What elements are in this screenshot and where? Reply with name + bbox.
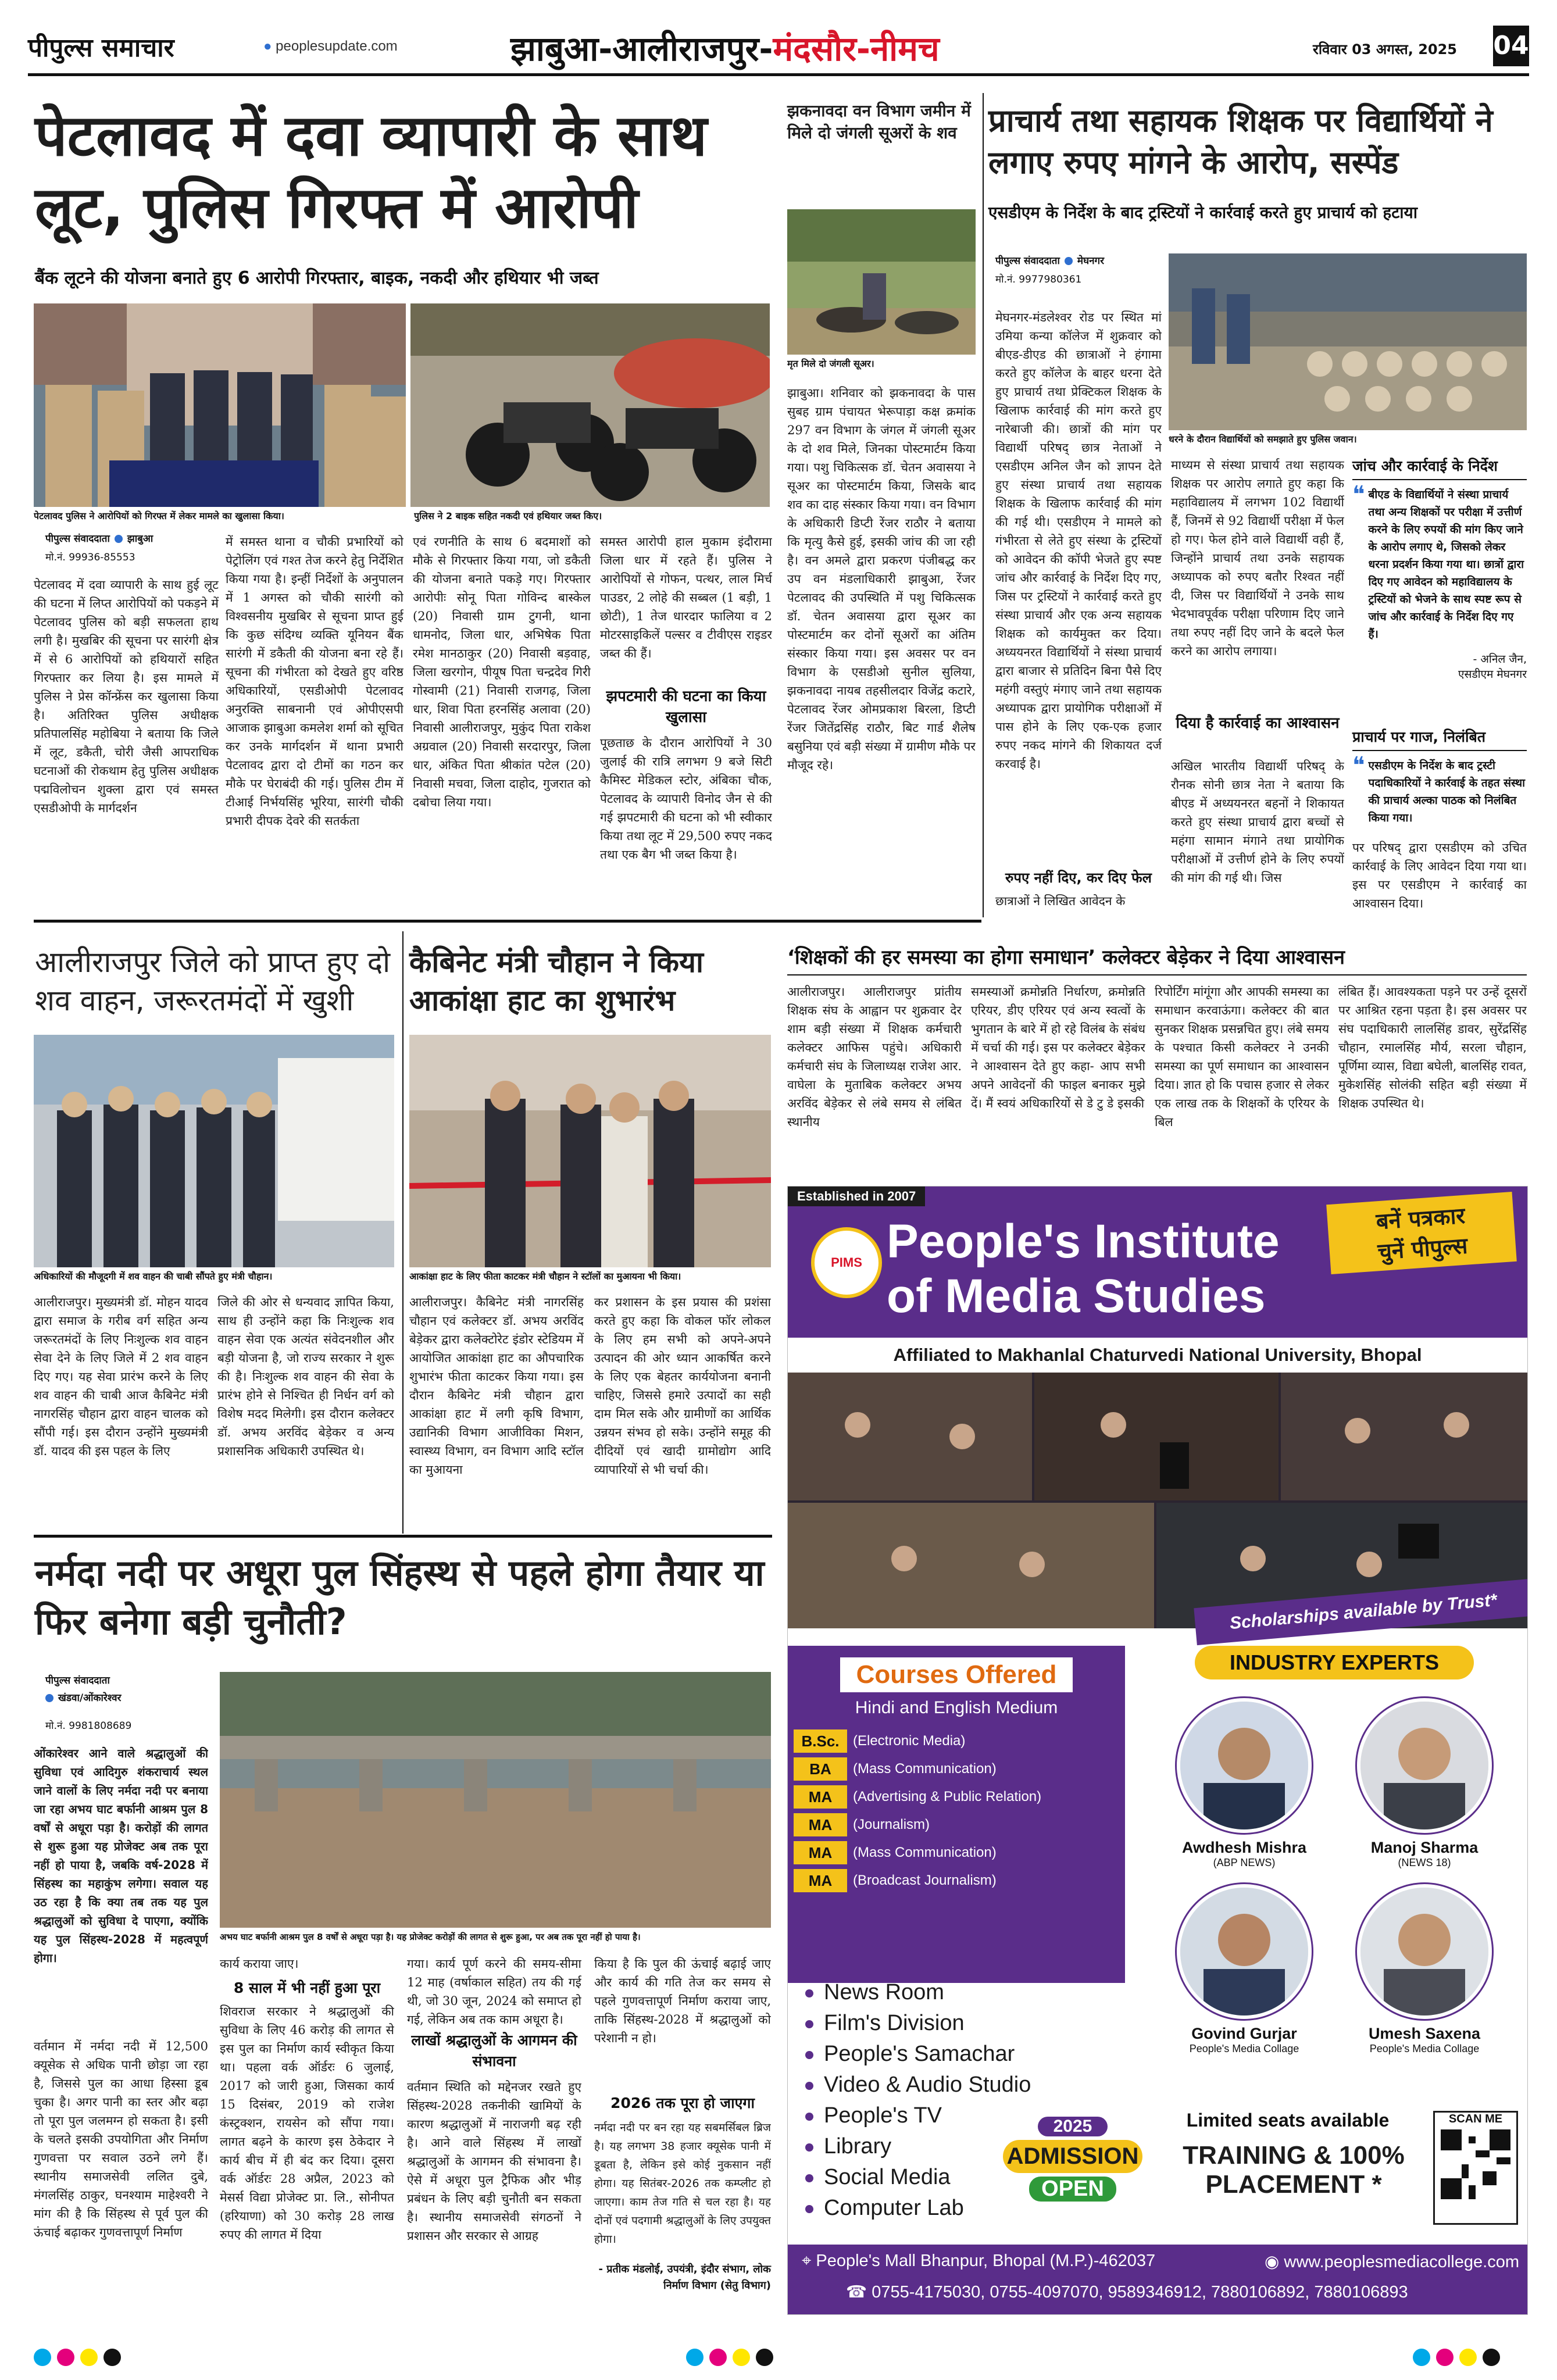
story7-place [45,1689,208,1707]
story4-col1: आलीराजपुर। मुख्यमंत्री डॉ. मोहन यादव द्वारा समाज के गरीब वर्ग सहित अन्य जरूरतमंदों के लिए निःशुल्क शव वाहन सेवा देने के लिए जिले में 2 शव वाहन दिए गए। यह सेवा प्रारंभ करने के लिए शव वाहन की चाबी आज कैबिनेट मंत्री नागरसिंह चौहान द्वारा वाहन चालक को सौंपी गई। इस दौरान उन्होंने मुख्यमंत्री डॉ. यादव की इस पहल के लिए [34,1295,208,1458]
story2-headline: झकनावदा वन विभाग जमीन में मिले दो जंगली सूअरों के शव [787,101,971,142]
bullet-icon [805,2143,813,2152]
story4-caption: अधिकारियों की मौजूदगी में शव वाहन की चाबी सौंपते हुए मंत्री चौहान। [34,1271,273,1282]
admission-label: ADMISSION [1003,2140,1142,2173]
story7-byline [45,1672,208,1689]
ad-phones-text: 0755-4175030, 0755-4097070, 9589346912, 7880106892, 7880106893 [872,2283,1408,2302]
course-item [794,1811,1119,1839]
course-item [794,1867,1119,1895]
ad-experts-title: INDUSTRY EXPERTS [1195,1646,1474,1679]
bullet-icon [805,2174,813,2182]
story7-caption: अभय घाट बर्फानी आश्रम पुल 8 वर्षों से अधूरा पड़ा है। यह प्रोजेक्ट करोड़ों की लागत से शुरू हुआ, पर अब तक पूरा नहीं हो पाया है। [220,1932,641,1942]
story7-col1: वर्तमान में नर्मदा नदी में 12,500 क्यूसेक से अधिक पानी छोड़ा जा रहा है, जिससे पुल का आधा हिस्सा डूब चुका है। अगर पानी का स्तर और बढ़ा तो पूरा पुल जलमग्न हो सकता है। इसी के चलते इसकी उपयोगिता और निर्माण गुणवत्ता पर सवाल उठने लगे हैं। स्थानीय समाजसेवी ललित दुबे, मंगलसिंह ठाकुर, घनश्याम माहेश्वरी ने मांग की है कि सिंहस्थ से पूर्व पुल की ऊंचाई बढ़ाकर गुणवत्तापूर्ण निर्माण [34,2039,208,2239]
course-name: (Electronic Media) [853,1733,966,1749]
byline-name: पीपुल्स संवाददाता [45,1675,110,1686]
course-tag: B.Sc. [794,1729,847,1753]
ad-courses-title: Courses Offered [840,1657,1073,1692]
story3-col2: माध्यम से संस्था प्राचार्य तथा सहायक शिक्षक पर आरोप लगाते हुए कहा कि महाविद्यालय में लगभग 102 विद्यार्थी हैं, जिनमें से 92 विद्यार्थी परीक्षा में फेल हो गए। फेल होने वाले विद्यार्थी वही हैं, जिन्होंने प्राचार्य तथा उनके सहायक अध्यापक को रुपए बतौर रिश्वत नहीं दी, जिस पर विद्यार्थियों ने उनके साथ भेदभावपूर्वक परीक्षा परिणाम दिए जाने तथा रुपए नहीं दिए जाने के बदले फेल करने का आरोप लगाया। [1171,458,1344,658]
issue-date: रविवार 03 अगस्त, 2025 [1313,41,1457,58]
bullet-icon [805,2051,813,2059]
ad-affiliation: Affiliated to Makhanlal Chaturvedi National University, Bhopal [893,1345,1422,1365]
story7-col3-bottom: वर्तमान स्थिति को मद्देनजर रखते हुए सिंहस्थ-2028 तकनीकी खामियों के कारण श्रद्धालुओं में नाराजगी बढ़ रही है। आने वाले सिंहस्थ में लाखों श्रद्धालुओं के आगमन की संभावना है। ऐसे में अधूरा पुल ट्रैफिक और भीड़ प्रबंधन के लिए बड़ी चुनौती बन सकता है। स्थानीय समाजसेवी संगठनों ने प्रशासन और सरकार से आग्रह [407,2080,581,2243]
story5-col1: आलीराजपुर। कैबिनेट मंत्री नागरसिंह चौहान एवं कलेक्टर डॉ. अभय अरविंद बेड़ेकर द्वारा कलेक्टोरेट इंडोर स्टेडियम में आयोजित आकांक्षा हाट का औपचारिक शुभारंभ फीता काटकर किया गया। इस दौरान कैबिनेट मंत्री चौहान द्वारा आकांक्षा हाट में लगी कृषि विभाग, उद्यानिकी विभाग आजीविका मिशन, स्वास्थ्य विभाग, वन विभाग आदि स्टॉल का मुआयना [409,1295,584,1477]
bullet-icon [805,2082,813,2090]
expert-name: Umesh Saxena [1368,2025,1481,2042]
story6-col2: समस्याओं क्रमोन्नति निर्धारण, क्रमोन्नति एरियर, डीए एरियर एवं अन्य स्वत्वों के भुगतान के बारे में हो रहे विलंब के संबंध में चर्चा की गई। इस पर कलेक्टर बेड़ेकर ने आश्वासन देते हुए कहा- आप सभी अपने आवेदनों की फाइल बनाकर मुझे दें। मैं स्वयं अधिकारियों से डे टु डे इसकी [971,985,1145,1110]
phone-icon: ☎ [846,2283,867,2302]
story3-caption: धरने के दौरान विद्यार्थियों को समझाते हुए पुलिस जवान। [1169,434,1357,445]
story6-rule [787,974,1527,975]
story7-col2: शिवराज सरकार ने श्रद्धालुओं की सुविधा के लिए 46 करोड़ की लागत से इस पुल का निर्माण कार्य स्वीकृत किया था। पहला वर्क ऑर्डरः 6 जुलाई, 2017 को जारी हुआ, जिसका कार्य 15 दिसंबर, 2019 को राजेश कंस्ट्रक्शन, रायसेन को सौंपा गया। लागत बढ़ने के कारण इस ठेकेदार ने कार्य बीच में ही बंद कर दिया। दूसरा वर्क ऑर्डरः 28 अप्रैल, 2023 को मेसर्स विद्या प्रोजेक्ट प्रा. लि., सोनीपत (हरियाणा) को 30 करोड़ 28 लाख रुपए की लागत में दिया [220,2004,394,2242]
story1-col4-top: समस्त आरोपी हाल मुकाम इंदौरामा जिला धार में रहते हैं। पुलिस ने आरोपियों से गोफन, पत्थर, लाल मिर्च पाउडर, 2 लोहे की सब्बल (1 बड़ी, 1 छोटी), 1 तेज धारदार फालिया व 2 मोटरसाइकिलें पल्सर व टीवीएस राइडर जब्त की हैं। [600,535,772,660]
qr-label: SCAN ME [1448,2113,1503,2125]
story3-col1-tail: छात्राओं ने लिखित आवेदन के [995,894,1126,908]
story5-caption: आकांक्षा हाट के लिए फीता काटकर मंत्री चौहान ने स्टॉलों का मुआयना भी किया। [409,1271,681,1282]
ad-qr[interactable] [1433,2111,1518,2225]
story5-headline: कैबिनेट मंत्री चौहान ने किया आकांक्षा हाट का शुभारंभ [409,945,703,1017]
story1-col1: पेटलावद में दवा व्यापारी के साथ हुई लूट की घटना में लिप्त आरोपियों को पकड़ने में पेटलावद पुलिस को बड़ी सफलता हाथ लगी है। मुखबिर की सूचना पर सारंगी क्षेत्र में से 6 आरोपियों को हथियारों सहित गिरफ्तार कर लिया है। इस मामले में पुलिस ने प्रेस कॉन्फ्रेंस कर खुलासा किया है। अतिरिक्त पुलिस अधीक्षक प्रतिपालसिंह महोबिया ने बताया कि जिले में लूट, डकैती, चोरी जैसी आपराधिक घटनाओं की रोकथाम हेतु पुलिस अधीक्षक पद्मविलोचन शुक्ला द्वारा एवं समस्त एसडीओपी के मार्गदर्शन [34,578,219,815]
column-rule-2 [402,931,403,1534]
ad-hindi-badge-line2: चुनें पीपुल्स [1377,1232,1469,1265]
ad-training-line1: TRAINING & 100% [1183,2141,1405,2170]
course-tag: MA [794,1841,847,1864]
quote-icon: ❝ [1352,752,1365,779]
story3-box2-bottom: पर परिषद् द्वारा एसडीएम को उचित कार्रवाई के लिए आवेदन दिया गया था। इस पर एसडीएम ने कार्रवाई का आश्वासन दिया। [1352,841,1527,910]
suspension-box-text: एसडीएम के निर्देश के बाद ट्रस्टी पदाधिकारियों ने कार्रवाई के तहत संस्था की प्राचार्य अल्का पाठक को निलंबित किया गया। [1368,759,1526,824]
expert-org: (ABP NEWS) [1213,1857,1276,1868]
investigation-box [1352,456,1527,722]
story3-col1-subhead: रुपए नहीं दिए, कर दिए फेल [1005,870,1152,886]
story5-col2: कर प्रशासन के इस प्रयास की प्रशंसा करते हुए कहा कि वोकल फॉर लोकल के लिए हम सभी को अपने-अपने उत्पादन की ओर ध्यान आकर्षित करने के लिए एक बेहतर कार्ययोजना बनानी चाहिए, जिससे हमारे उत्पादों का सही दाम मिल सके और ग्रामीणों का आर्थिक उन्नयन संभव हो सके। उन्होंने समूह की दीदियों एवं खादी ग्रामोद्योग आदि व्यापारियों से भी चर्चा की। [594,1295,771,1477]
story7-photo-bridge [220,1672,771,1928]
story2-body: झाबुआ। शनिवार को झकनावदा के पास सुबह ग्राम पंचायत भेरूपाड़ा कक्ष क्रमांक 297 वन विभाग के जंगल में जंगली सूअर के दो शव मिले, जिनका पोस्टमार्टम किया गया। पशु चिकित्सक डॉ. चेतन अवासया ने सूअर का पोस्टमार्टम किया, जिसके बाद शव का दाह संस्कार किया गया। वन विभाग के अधिकारी डिप्टी रेंजर राठौर ने बताया कि मृत्यु कैसे हुई, इसकी जांच की जा रही है। वन अमले द्वारा प्रकरण पंजीबद्ध कर उप वन मंडलाधिकारी झाबुआ, रेंजर पेटलावद की उपस्थिति में पशु चिकित्सक डॉ. चेतन अवासया द्वारा सूअर का पोस्टमार्टम कर दोनों सूअरों का अंतिम संस्कार किया गया। इस अवसर पर वन विभाग के एसडीओ सुनील सुलिया, झकनावदा नायब तहसीलदार विजेंद्र कटारे, पेटलावद रेंजर ओमप्रकाश बिरला, डिप्टी रेंजर जितेंद्रसिंह राठौर, बिट गार्ड शैलेष बसुनिया एवं बड़ी संख्या में ग्रामीण मौके पर मौजूद रहे। [787,386,976,772]
investigation-sign-name: - अनिल जैन, [1473,653,1527,666]
expert-photo [1177,1884,1312,2019]
story3-col2-subhead: दिया है कार्रवाई का आश्वासन [1176,714,1340,732]
story3-col2-bottom: अखिल भारतीय विद्यार्थी परिषद् के रौनक सोनी छात्र नेता ने बताया कि बीएड में अध्ययनरत बहनों ने शिकायत करते हुए संस्था प्राचार्य द्वारा बच्चों से महंगा सामान मंगाने तथा प्रायोगिक परीक्षाओं में उत्तीर्ण होने के लिए रुपयों की मांग की गई थी। जिस [1171,759,1344,885]
byline-place: मेघनगर [1077,255,1105,267]
masthead-rule [28,73,1529,76]
story6-col4: लंबित हैं। आवश्यकता पड़ने पर उन्हें दूसरों पर आश्रित रहना पड़ता है। इस अवसर पर संघ पदाधिकारी लालसिंह डावर, सुरेंद्रसिंह चौहान, रमालसिंह मौर्य, सरला चौहान, पूर्णिमा व्यास, विद्या बघेली, बालसिंह रावत, मुकेशसिंह सोलंकी सहित बड़ी संख्या में शिक्षक उपस्थित थे। [1338,985,1527,1110]
story3-headline: प्राचार्य तथा सहायक शिक्षक पर विद्यार्थियों ने लगाए रुपए मांगने के आरोप, सस्पेंड [988,102,1493,181]
department-item: Library [805,2131,1119,2162]
byline-dot-icon [45,1694,53,1702]
ad-hindi-badge-line1: बनें पत्रकार [1375,1202,1466,1235]
suspension-box-title: प्राचार्य पर गाज, निलंबित [1352,727,1527,751]
brand-logo: पीपुल्स समाचार [28,33,174,63]
expert-name: Manoj Sharma [1370,1839,1479,1856]
ad-title2: of Media Studies [887,1270,1266,1323]
story4-headline: आलीराजपुर जिले को प्राप्त हुए दो शव वाहन, जरूरतमंदों में खुशी [35,945,391,1017]
expert-card [1166,1884,1323,2055]
quote-icon: ❝ [1352,481,1365,508]
registration-marks-left [34,2349,127,2368]
expert-photo [1357,1884,1492,2019]
edition-title-red: मंदसौर-नीमच [773,29,940,69]
ad-phones [846,2282,1408,2302]
story3-phone: मो.नं. 9977980361 [995,274,1082,285]
ad-hindi-badge [1326,1192,1517,1274]
course-item [794,1755,1119,1783]
expert-photo [1177,1698,1312,1833]
department-item: News Room [805,1977,1119,2008]
story7-phone: मो.नं. 9981808689 [45,1720,132,1732]
edition-title-main: झाबुआ-आलीराजपुर- [510,29,773,69]
expert-card [1346,1884,1503,2055]
ad-address [802,2252,1155,2271]
story1-subhead: बैंक लूटने की योजना बनाते हुए 6 आरोपी गिरफ्तार, बाइक, नकदी और हथियार भी जब्त [35,268,599,288]
story7-col3: गया। कार्य पूर्ण करने की समय-सीमा 12 माह (वर्षाकाल सहित) तय की गई थी, जो 30 जून, 2024 को समाप्त हो गई, लेकिन अब तक काम अधूरा है। [407,1957,581,2027]
byline-dot-icon [115,535,123,543]
story4-photo [34,1035,394,1267]
byline-dot-icon [1065,257,1073,265]
story2-photo [787,209,976,355]
ad-address-text: People's Mall Bhanpur, Bhopal (M.P.)-462037 [816,2252,1156,2270]
story7-col1-bold: ओंकारेश्वर आने वाले श्रद्धालुओं की सुविधा एवं आदिगुरु शंकराचार्य स्थल जाने वालों के लिए नर्मदा नदी पर बनाया जा रहा अभय घाट बर्फानी आश्रम पुल 8 वर्षों से अधूरा पड़ा है। करोड़ों की लागत से शुरू हुआ यह प्रोजेक्ट अब तक पूरा नहीं हो पाया है, जबकि वर्ष-2028 में सिंहस्थ का महाकुंभ लगेगा। सवाल यह उठ रहा है कि क्या तब तक यह पुल श्रद्धालुओं को सुविधा दे पाएगा, क्योंकि यह पुल सिंहस्थ-2028 में महत्वपूर्ण होगा। [34,1746,208,1965]
department-item: People's TV [805,2100,1119,2131]
byline-name: पीपुल्स संवाददाता [995,255,1060,267]
bullet-icon [805,2205,813,2213]
story7-col3-subhead: लाखों श्रद्धालुओं के आगमन की संभावना [411,2032,577,2070]
story7-col4-top: किया है कि पुल की ऊंचाई बढ़ाई जाए और कार्य की गति तेज कर समय से पहले गुणवत्तापूर्ण निर्माण कराया जाए, ताकि सिंहस्थ-2028 में श्रद्धालुओं को परेशानी न हो। [594,1957,771,2045]
expert-name: Awdhesh Mishra [1181,1839,1307,1856]
course-tag: MA [794,1785,847,1809]
ad-footer [788,2245,1527,2314]
ad-box [787,1186,1528,2315]
byline-place: खंडवा/ओंकारेश्वर [58,1692,122,1704]
globe-icon: ● [263,38,272,54]
story7-col2-subhead: 8 साल में भी नहीं हुआ पूरा [233,1979,381,1996]
story1-caption1: पेटलावद पुलिस ने आरोपियों को गिरफ्त में लेकर मामले का खुलासा किया। [34,510,284,521]
story1-photo-bikes [410,303,770,507]
ad-course-list [794,1727,1119,1895]
story7-col2-top: कार्य कराया जाए। [220,1957,299,1971]
admission-open: OPEN [1029,2177,1116,2202]
story6-headline: ‘शिक्षकों की हर समस्या का होगा समाधान’ कलेक्टर बेड़ेकर ने दिया आश्वासन [787,946,1345,969]
ad-web-text: www.peoplesmediacollege.com [1284,2253,1519,2271]
story6-col3: रिपोर्टिंग मांगूंगा और आपकी समस्या का समाधान करवाऊंगा। कलेक्टर की बात सुनकर शिक्षक प्रसन्नचित हुए। लंबे समय के पश्चात किसी कलेक्टर ने उनकी समस्या का पूर्ण समाधान का आश्वासन दिया। ज्ञात हो कि पचास हजार से लेकर एक लाख तक के शिक्षकों के एरियर के बिल [1155,985,1329,1129]
investigation-sign-title: एसडीएम मेघनगर [1458,668,1527,681]
ad-admission-badge [1003,2117,1142,2221]
expert-org: People's Media Collage [1189,2043,1299,2054]
bullet-icon [805,1989,813,1997]
course-name: (Broadcast Journalism) [853,1872,997,1888]
course-tag: MA [794,1813,847,1836]
expert-card [1346,1698,1503,1869]
investigation-box-text: बीएड के विद्यार्थियों ने संस्था प्राचार्य तथा अन्य शिक्षकों पर परीक्षा में उत्तीर्ण करने के लिए रुपयों की मांग किए जाने के आरोप लगाए थे, जिसको लेकर धरना प्रदर्शन किया गया था। छात्रों द्वारा दिए गए आवेदन को महाविद्यालय के ट्रस्टियों को भेजने के साथ स्पष्ट रूप से जांच और कार्रवाई के निर्देश दिए गए हैं। [1368,488,1524,641]
location-icon: ⌖ [802,2252,812,2270]
expert-card [1166,1698,1323,1869]
course-item [794,1727,1119,1755]
department-item: Film's Division [805,2008,1119,2039]
course-item [794,1839,1119,1867]
bullet-icon [805,2020,813,2028]
expert-photo [1357,1698,1492,1833]
expert-name: Govind Gurjar [1191,2025,1297,2042]
page-number: 04 [1493,26,1529,66]
department-item: Computer Lab [805,2193,1119,2224]
story3-photo [1169,253,1527,430]
story1-phone: मो.नं. 99936-85553 [45,552,135,563]
ad-logo: PIMS [811,1227,882,1298]
department-item: People's Samachar [805,2039,1119,2070]
registration-marks-center [686,2349,779,2368]
ad-title1: People's Institute [887,1215,1280,1268]
story1-byline [45,530,208,548]
admission-year: 2025 [1038,2117,1108,2136]
ad-training [1160,2141,1427,2199]
story1-col3: एवं रणनीति के साथ 6 बदमाशों को मौके से गिरफ्तार किया गया, जो डकैती की योजना बनाते पकड़े गए। गिरफ्तार आरोपीः सोनू पिता गोविन्द बास्केल (20) निवासी ग्राम टुगनी, थाना धामनोद, जिला धार, अभिषेक पिता रमेश मानठाकुर (20) निवासी बड़वाह, जिला खरगोन, पीयूष पिता चन्द्रदेव गिरी गोस्वामी (21) निवासी राजगढ़, जिला धार, शिवा पिता हरनसिंह अलावा (20) निवासी आलीराजपुर, मुकुंद पिता राकेश अग्रवाल (20) निवासी सरदारपुर, जिला धार, अंकित पिता श्रीकांत पटेल (20) निवासी मचवा, जिला दाहोद, गुजरात को दबोचा लिया गया। [413,535,591,809]
story6-col1: आलीराजपुर। आलीराजपुर प्रांतीय शिक्षक संघ के आह्वान पर शुक्रवार देर शाम बड़ी संख्या में शिक्षक कर्मचारी कलेक्टर आफिस पहुंचे। अधिकारी कर्मचारी संघ के जिलाध्यक्ष राजेश आर. वाघेला के मुताबिक कलेक्टर अभय अरविंद बेड़ेकर से लंबे समय से लंबित स्थानीय [787,985,962,1129]
ad-training-line2: PLACEMENT * [1205,2170,1382,2199]
ad-courses-sub: Hindi and English Medium [855,1698,1058,1717]
course-tag: BA [794,1757,847,1781]
story3-subhead: एसडीएम के निर्देश के बाद ट्रस्टियों ने कार्रवाई करते हुए प्राचार्य को हटाया [988,203,1418,222]
website-text: peoplesupdate.com [276,38,398,54]
column-rule-1 [983,93,984,917]
ad-web[interactable] [1265,2252,1519,2272]
byline-place: झाबुआ [127,533,153,545]
story1-col2: में समस्त थाना व चौकी प्रभारियों को पेट्रोलिंग एवं गश्त तेज करने हेतु निर्देशित किया गया है। इन्हीं निर्देशों के अनुपालन में 1 अगस्त को चौकी सारंगी को विश्वसनीय मुखबिर से सूचना प्राप्त हुई कि कुछ संदिग्ध व्यक्ति यूनियन बैंक सारंगी में डकैती की योजना बना रहे हैं। सूचना की गंभीरता को देखते हुए वरिष्ठ अधिकारियों, एसडीओपी पेटलावद अनुरक्ति साबनानी एवं ओपीएसपी आजाक झाबुआ कमलेश शर्मा को सूचित कर उनके मार्गदर्शन में थाना प्रभारी पेटलावद द्वारा दो टीमों का गठन कर मौके पर घेराबंदी की गई। पुलिस टीम में टीआई निर्भयसिंह भूरिया, सारंगी चौकी प्रभारी दीपक देवरे की सतर्कता [226,535,403,828]
course-name: (Advertising & Public Relation) [853,1789,1042,1804]
qr-code-icon [1441,2129,1510,2199]
expert-org: (NEWS 18) [1398,1857,1451,1868]
department-item: Social Media [805,2162,1119,2193]
ad-established: Established in 2007 [788,1187,925,1206]
story5-photo [409,1035,771,1267]
bullet-icon [805,2113,813,2121]
story1-caption2: पुलिस ने 2 बाइक सहित नकदी एवं हथियार जब्त किए। [414,510,602,521]
section-rule-1 [34,920,981,923]
section-rule-2 [34,1535,772,1538]
investigation-box-title: जांच और कार्रवाई के निर्देश [1352,456,1527,480]
story3-col1: मेघनगर-मंडलेश्वर रोड पर स्थित मां उमिया कन्या कॉलेज में शुक्रवार को बीएड-डीएड की छात्राओं ने हंगामा करते हुए कॉलेज के बाहर धरना देते हुए प्राचार्य तथा प्रेक्टिकल शिक्षक के खिलाफ कार्रवाई की मांग करते हुए नारेबाजी की। छात्रों की मांग पर विद्यार्थी परिषद् छात्र नेताओं ने एसडीएम अनिल जैन को ज्ञापन देते हुए संस्था प्राचार्य तथा सहायक शिक्षक के खिलाफ कार्रवाई की मांग की गई थी। एसडीएम ने मामले को गंभीरता से लेते हुए संस्था के ट्रस्टियों को आवेदन की कॉपी भेजते हुए स्पष्ट जांच और कार्रवाई के निर्देश दिए गए, जिस पर ट्रस्टियों ने कार्रवाई करते हुए संस्था प्राचार्य और एक अन्य सहायक शिक्षक को कार्यमुक्त कर दिया। अध्ययनरत विद्यार्थियों ने संस्था प्राचार्य द्वारा बाजार से प्रतिदिन बिना पैसे दिए महंगी वस्तुएं मंगाए जाने तथा सहायक अध्यापक द्वारा प्रायोगिक परीक्षाओं में पास होने के लिए एक-एक हजार रुपए नकद मांगने की शिकायत दर्ज करवाई है। [995,310,1162,771]
story3-byline [995,252,1170,270]
story4-col2: जिले की ओर से धन्यवाद ज्ञापित किया, साथ ही उन्होंने कहा कि निःशुल्क शव वाहन सेवा एक अत्यंत संवेदनशील और बड़ी योजना है, जो राज्य सरकार ने शुरू की है। निःशुल्क शव वाहन की सेवा के प्रारंभ होने से निश्चित ही निर्धन वर्ग को विशेष मदद मिलेगी। इस दौरान कलेक्टर डॉ. अभय अरविंद बेड़ेकर व अन्य प्रशासनिक अधिकारी उपस्थित थे। [217,1295,394,1458]
story1-col4-subhead: झपटमारी की घटना का किया खुलासा [606,688,766,726]
course-name: (Journalism) [853,1817,930,1832]
course-tag: MA [794,1869,847,1892]
edition-title [510,24,940,70]
story2-caption: मृत मिले दो जंगली सूअर। [787,358,874,369]
globe-icon: ◉ [1265,2253,1280,2271]
byline-name: पीपुल्स संवाददाता [45,533,110,545]
suspension-box [1352,727,1527,831]
course-name: (Mass Communication) [853,1845,997,1860]
story1-col4-bottom: पूछताछ के दौरान आरोपियों ने 30 जुलाई की रात्रि लगभग 9 बजे सिटी कैमिस्ट मेडिकल स्टोर, अंबिका चौक, पेटलावद के व्यापारी विनोद जैन से की गई झपटमारी की घटना को भी स्वीकार किया तथा लूट में 29,500 रुपए नकद तथा एक बैग भी जब्त किया है। [600,736,772,862]
website-link[interactable] [263,38,398,55]
story7-col4-subhead: 2026 तक पूरा हो जाएगा [610,2095,755,2111]
course-item [794,1783,1119,1811]
story1-headline: पेटलावद में दवा व्यापारी के साथ लूट, पुलिस गिरफ्त में आरोपी [35,103,708,241]
story7-col4-bottom: नर्मदा नदी पर बन रहा यह सबमर्सिबल ब्रिज है। यह लगभग 38 हजार क्यूसेक पानी में डूबता है, लेकिन इसे कोई नुकसान नहीं होगा। यह सितंबर-2026 तक कम्प्लीट हो जाएगा। काम तेज गति से चल रहा है। यह दोनों एवं पदगामी श्रद्धालुओं के लिए उपयुक्त होगा। [594,2121,771,2246]
department-item: Video & Audio Studio [805,2070,1119,2100]
story1-photo-arrest [34,303,406,507]
expert-org: People's Media Collage [1369,2043,1480,2054]
ad-scholarship-banner: Scholarships available by Trust* [1194,1579,1528,1645]
story7-col4-sign: - प्रतीक मंडलोई, उपयंत्री, इंदौर संभाग, लोक निर्माण विभाग (सेतु विभाग) [598,2263,771,2292]
ad-limited-seats: Limited seats available [1186,2110,1390,2131]
masthead [28,22,1529,72]
registration-marks-right [1413,2349,1506,2368]
story7-headline: नर्मदा नदी पर अधूरा पुल सिंहस्थ से पहले होगा तैयार या फिर बनेगा बड़ी चुनौती? [35,1552,765,1643]
course-name: (Mass Communication) [853,1761,997,1777]
